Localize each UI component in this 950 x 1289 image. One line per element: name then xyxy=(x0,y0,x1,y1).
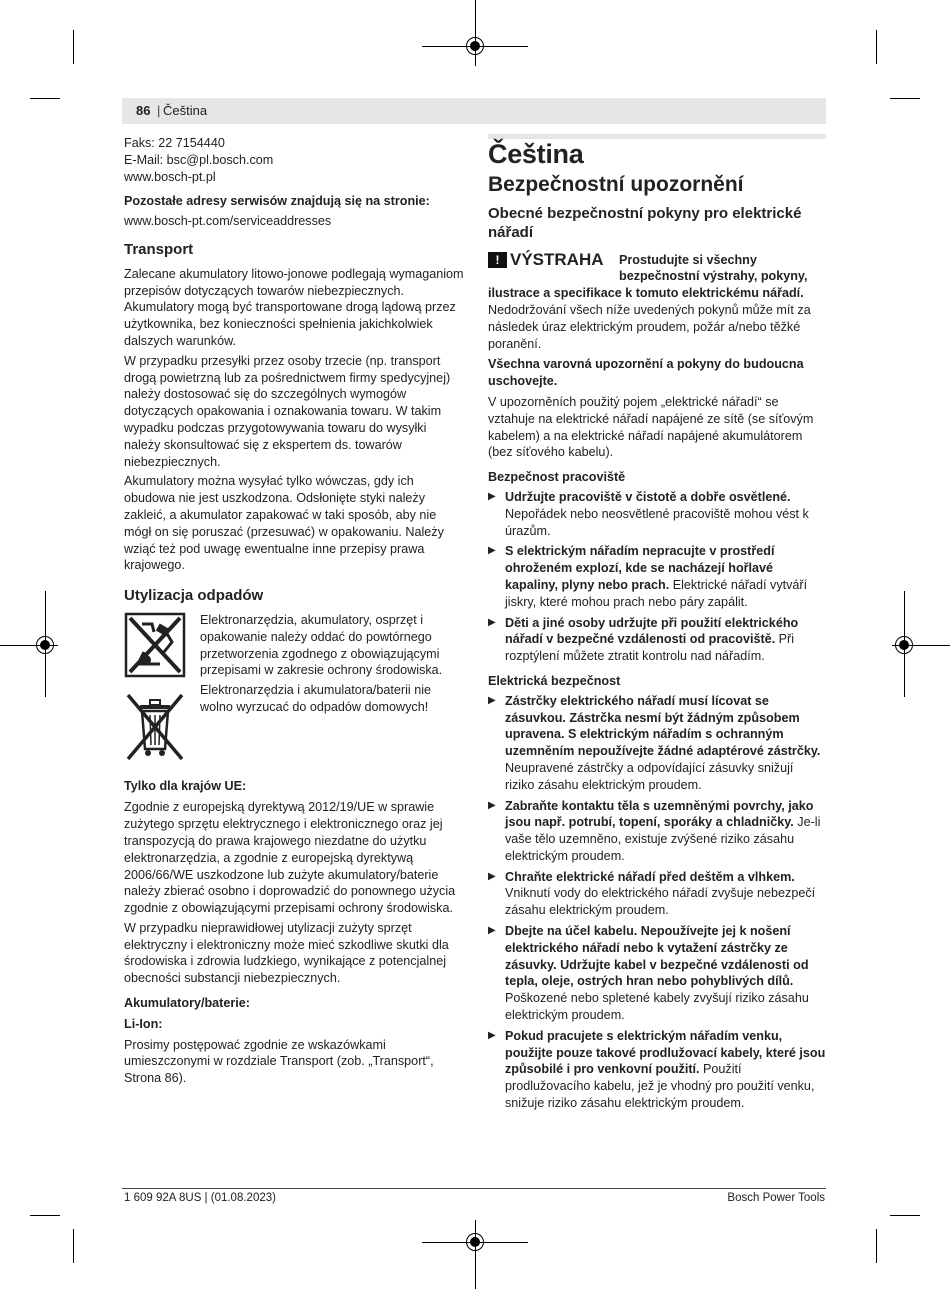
electrical-heading: Elektrická bezpečnost xyxy=(488,673,621,688)
crossed-bin-icon xyxy=(124,691,186,761)
list-item: ▶ Dbejte na účel kabelu. Nepoužívejte jej k nošení elektrického nářadí nebo k vytažení zástrčky ze zásuvky. Udržujte kabel v bezpečné vzdálenosti od tepla, oleje, ostrých hran nebo pohyblivých dílů. Poškozené nebo spletené kabely zvyšují riziko zásahu elektrickým proudem. xyxy=(488,923,826,1024)
liion-heading: Li-Ion: xyxy=(124,1016,163,1031)
page-header xyxy=(122,98,826,124)
crop-mark xyxy=(73,30,74,64)
transport-paragraph: W przypadku przesyłki przez osoby trzecie (np. transport drogą powietrzną lub za pośrednictwem firmy spedycyjnej) należy dostosować się do szczególnych wymogów dotyczących opakowania i oznakowania towaru. W takim wypadku podczas przygotowywania towaru do wysyłki należy skonsultować się z ekspertem ds. towarów niebezpiecznych. xyxy=(124,353,451,469)
warning-badge xyxy=(488,249,619,286)
registration-mark-icon xyxy=(466,1233,484,1251)
right-column xyxy=(488,139,826,1116)
eu-paragraph: W przypadku nieprawidłowej utylizacji zużyty sprzęt elektryczny i elektroniczny może mieć szkodliwe skutki dla środowiska i zdrowia ludzkiego, wynikające z potencjalnej obecności substancji niebezpiecznych. xyxy=(124,920,449,986)
crop-mark xyxy=(73,1229,74,1263)
list-item: ▶ Zabraňte kontaktu těla s uzemněnými povrchy, jako jsou např. potrubí, topení, sporáky a chladničky. Je-li vaše tělo uzemněno, existuje zvýšené riziko zásahu elektrickým proudem. xyxy=(488,798,826,865)
crop-mark xyxy=(876,30,877,64)
disposal-icons xyxy=(124,612,186,766)
footer-doc-id: 1 609 92A 8US | (01.08.2023) xyxy=(124,1192,276,1204)
transport-paragraph: Zalecane akumulatory litowo-jonowe podlegają wymaganiom przepisów dotyczących towarów niebezpiecznych. Akumulatory mogą być transportowane drogą lądową przez użytkownika, bez konieczności spełnienia jakichkolwiek dalszych warunków. xyxy=(124,266,464,348)
eu-paragraph: Zgodnie z europejską dyrektywą 2012/19/UE w sprawie zużytego sprzętu elektrycznego i elektronicznego oraz jej transpozycją do prawa krajowego niezdatne do użytku elektronarzędzia, a zgodnie z europejską dyrektywą 2006/66/WE uszkodzone lub zużyte akumulatory/baterie należy zbierać osobno i doprowadzić do ponownego użycia zgodnie z obowiązującymi przepisami ochrony środowiska. xyxy=(124,800,456,916)
recycling-pictogram-icon xyxy=(124,612,186,678)
contact-website: www.bosch-pt.pl xyxy=(124,169,216,184)
other-service-heading: Pozostałe adresy serwisów znajdują się na stronie: xyxy=(124,194,430,209)
registration-mark-icon xyxy=(895,636,913,654)
crop-mark xyxy=(890,98,920,99)
left-column xyxy=(124,135,464,1090)
list-item: ▶ Děti a jiné osoby udržujte při použití elektrického nářadí v bezpečné vzdálenosti od pracoviště. Při rozptýlení můžete ztratit kontrolu nad nářadím. xyxy=(488,615,826,665)
header-separator: | xyxy=(157,103,161,118)
contact-fax: Faks: 22 7154440 xyxy=(124,136,225,150)
disposal-text: Elektronarzędzia i akumulatora/baterii nie wolno wyrzucać do odpadów domowych! xyxy=(200,683,432,714)
workplace-heading: Bezpečnost pracoviště xyxy=(488,470,626,485)
header-language: Čeština xyxy=(163,103,208,118)
footer-brand: Bosch Power Tools xyxy=(727,1192,825,1204)
list-item: ▶ Pokud pracujete s elektrickým nářadím venku, použijte pouze takové prodlužovací kabely, které jsou způsobilé i pro venkovní použití. Použití prodlužovacího kabelu, jež je vhodný pro použití venku, snižuje riziko zásahu elektrickým proudem. xyxy=(488,1028,826,1112)
disposal-heading: Utylizacja odpadów xyxy=(124,587,264,605)
contact-email: E-Mail: bsc@pl.bosch.com xyxy=(124,152,274,167)
transport-heading: Transport xyxy=(124,240,194,258)
list-item: ▶ Chraňte elektrické nářadí před deštěm a vlhkem. Vniknutí vody do elektrického nářadí zvyšuje nebezpečí zásahu elektrickým proudem. xyxy=(488,869,826,919)
crop-mark xyxy=(475,1220,476,1289)
crop-mark xyxy=(876,1229,877,1263)
list-item: ▶ Udržujte pracoviště v čistotě a dobře osvětlené. Nepořádek nebo neosvětlené pracoviště mohou vést k úrazům. xyxy=(488,489,826,539)
transport-paragraph: Akumulatory można wysyłać tylko wówczas, gdy ich obudowa nie jest uszkodzona. Odsłonięte styki należy zakleić, a akumulator zapakować w taki sposób, aby nie mógł on się poruszać (przesuwać) w opakowaniu. Należy wziąć też pod uwagę ewentualne inne przepisy prawa krajowego. xyxy=(124,474,444,573)
eu-heading: Tylko dla krajów UE: xyxy=(124,778,247,793)
list-item: ▶ Zástrčky elektrického nářadí musí lícovat se zásuvkou. Zástrčka nesmí být žádným způsobem upravena. S elektrickým nářadím s ochranným uzemněním nepoužívejte žádné adaptérové zástrčky. Neupravené zástrčky a odpovídající zásuvky snižují riziko zásahu elektrickým proudem. xyxy=(488,693,826,794)
warning-block xyxy=(488,249,826,286)
crop-mark xyxy=(475,0,476,66)
warning-label: VÝSTRAHA xyxy=(510,249,604,269)
term-text: V upozorněních použitý pojem „elektrické nářadí“ se vztahuje na elektrické nářadí napájené ze sítě (se síťovým kabelem) a na elektrické nářadí napájené akumulátorem (bez síťového kabelu). xyxy=(488,394,814,460)
registration-mark-icon xyxy=(466,37,484,55)
liion-text: Prosimy postępować zgodnie ze wskazówkami umieszczonymi w rozdziale Transport (zob. „Transport“, Strona 86). xyxy=(124,1037,434,1086)
warning-bold-lead: Prostudujte si všechny bezpečnostní výstrahy, pokyny, xyxy=(619,252,808,284)
battery-heading: Akumulatory/baterie: xyxy=(124,996,250,1011)
crop-mark xyxy=(890,1215,920,1216)
other-service-url: www.bosch-pt.com/serviceaddresses xyxy=(124,214,332,229)
warning-bold-cont: ilustrace a specifikace k tomuto elektrickému nářadí. xyxy=(488,286,804,301)
warning-text: Nedodržování všech níže uvedených pokynů může mít za následek úraz elektrickým proudem, požár a/nebo těžké poranění. xyxy=(488,302,811,351)
safety-title: Bezpečnostní upozornění xyxy=(488,172,744,196)
disposal-text: Elektronarzędzia, akumulatory, osprzęt i opakowanie należy oddać do powtórnego przetworzenia zgodnego z obowiązującymi przepisami w zakresie ochrony środowiska. xyxy=(200,612,443,678)
keep-instructions: Všechna varovná upozornění a pokyny do budoucna uschovejte. xyxy=(488,357,804,389)
footer-rule xyxy=(122,1188,826,1189)
section-title: Čeština xyxy=(488,139,584,169)
crop-mark xyxy=(30,98,60,99)
disposal-block xyxy=(124,612,464,766)
registration-mark-icon xyxy=(36,636,54,654)
disposal-texts xyxy=(200,612,464,766)
crop-mark xyxy=(30,1215,60,1216)
page-number: 86 xyxy=(136,103,151,118)
general-heading: Obecné bezpečnostní pokyny pro elektrické nářadí xyxy=(488,204,802,241)
warning-triangle-icon: ! xyxy=(488,252,507,268)
list-item: ▶ S elektrickým nářadím nepracujte v prostředí ohroženém explozí, kde se nacházejí hořlavé kapaliny, plyny nebo prach. Elektrické nářadí vytváří jiskry, které mohou prach nebo páry zapálit. xyxy=(488,543,826,610)
